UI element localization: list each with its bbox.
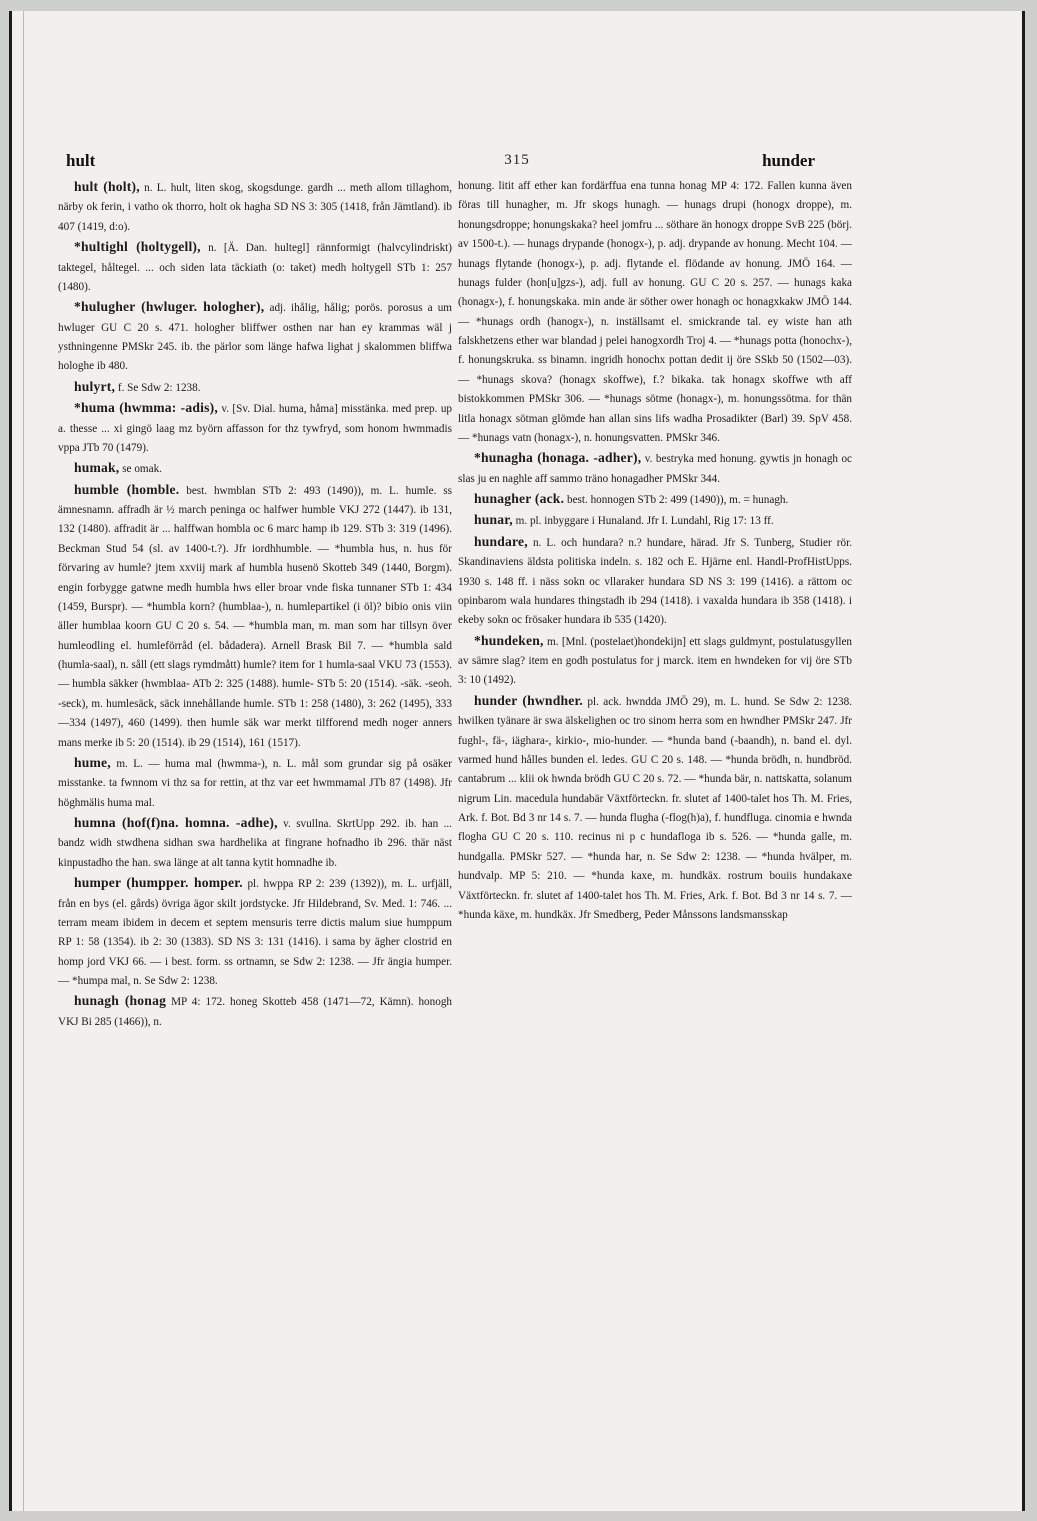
dictionary-page <box>9 11 1025 1511</box>
running-head <box>9 151 1025 175</box>
entry-text: best. hwmblan STb 2: 493 (1490)), m. L. humle. ss ämnesnamn. affradh är ½ march peninga oc halfwer humble VKJ 272 (1447). ib 131, 132 (1480). affradit är ... halffwan hombla oc 6 marc hamp ib 129. STb 3: 319 (1496). Beckman Stud 54 (sl. av 1400-t.?). Jfr iordhhumble. — *humbla hus, n. hus för förvaring av humle? jtem xxviij mark af humbla husenö Skotteb 349 (1440, Borgm). engin forbygge gatwne medh humbla hws eller broar vnde fiska tunnaner STb 1: 434 (1459, Burspr). — *humbla korn? (humblaa-), n. humlepartikel (i öl)? bibio onis viin äller humblaa koorn GU C 20 s. 54. — *humbla man, m. man som har tillsyn över humleodling el. humleförråd (el. bådadera). Arnell Brask Bil 7. — *humbla sald (humla-saal), n. såll (ett slags rymdmått) humle? item for 1 humla-saal VKU 73 (1553). — humbla säkker (hwmblaa- ATb 2: 325 (1488). humle- STb 5: 20 (1514). -säk. -seoh. -seck), m. humlesäck, säck innehållande humle. STb 1: 258 (1480), 3: 262 (1495), 333—334 (1497), 460 (1499). then humle säk war merkt tilfforend medh noger anners mans merke ib 5: 20 (1514). ib 29 (1514), 161 (1517). <box>58 484 452 749</box>
entry-headword: hulyrt, <box>74 378 116 394</box>
right-column <box>458 177 852 925</box>
dictionary-entry <box>458 532 852 631</box>
scan-fold-line <box>23 11 24 1511</box>
entry-headword: hunar, <box>474 512 513 528</box>
entry-headword: hult (holt), <box>74 179 140 194</box>
entry-text: v. svullna. SkrtUpp 292. ib. han ... bandz widh stwdhena sidhan swa hardhelika at fingrane hofnadho ib 296. thär näst kinpustadho the han. swa länge at alt tanna kytit homnadhe ib. <box>58 818 452 869</box>
entry-text: pl. ack. hwndda JMÖ 29), m. L. hund. Se Sdw 2: 1238. hwilken tyänare är swa älskelighen oc tro sinom herra som en hwndher PMSkr 247. Jfr fughl-, fä-, iäghara-, kirkio-, mio-hunder. — *hunda band (-baandh), n. band el. dyl. varmed hund hålles bunden el. ledes. GU C 20 s. 148. — *hunda brödh, n. hundbröd. cantabrum ... klii ok hwnda brödh GU C 20 s. 72. — *hunda bär, n. nattskatta, solanum nigrum Lin. macedula hundabär Växtförteckn. fr. slutet af 1400-talet hos Th. M. Fries, Ark. f. Bot. Bd 3 nr 14 s. 7. — hunda flugha (-flog(h)a), f. hundfluga. cinomia e hwnda flogha GU C 20 s. 110. recinus ni p c hundafloga ib s. 526. — *hunda galle, m. hundgalla. PMSkr 527. — *hunda har, n. Se Sdw 2: 1238. — *hunda hvälper, m. hundvalp. MP 5: 210. — *hunda kaxe, m. hundkäx. rostrum bouiis hundakaxe Växtförteckn. fr. slutet af 1400-talet hos Th. M. Fries, Ark. f. Bot. Bd 3 nr 14 s. 7. — *hunda käxe, m. hundkäx. Jfr Smedberg, Peder Månssons landsmansskap <box>458 695 853 921</box>
page-number: 315 <box>504 152 530 168</box>
dictionary-entry <box>58 753 452 813</box>
guide-word-right: hunder <box>762 151 815 170</box>
entry-headword: humna (hof(f)na. homna. -adhe), <box>74 815 278 830</box>
entry-headword: humble (homble. <box>74 481 180 497</box>
dictionary-entry <box>58 237 452 297</box>
dictionary-entry <box>458 489 852 510</box>
entry-headword: hume, <box>74 754 111 770</box>
dictionary-entry <box>458 448 852 489</box>
entry-text: m. L. — huma mal (hwmma-), n. L. mål som grundar sig på osäker misstanke. ta fwnnom vi thz sa for rettin, at thz var eet hwmmamal JTb 87 (1498). Jfr höghmälis huma mal. <box>58 757 453 809</box>
entry-text: honung. litit aff ether kan fordärffua ena tunna honag MP 4: 172. Fallen kunna även föras till hunagher, m. Jfr skogs hunagh. — hunags drupi (honogx droppe), m. honungsdroppe; honungskaka? heel jomfru ... söthare än honogx droppe SvB 225 (börj. av 1500-t.). — hunags drypande (honogx-), p. adj. drypande av honung. Mecht 104. — hunags flytande (honogx-), p. adj. flytande el. flödande av honung. JMÖ 164. — hunags fulder (hon[u]gzs-), adj. full av honung. GU C 20 s. 257. — hunags kaka (honagx-), f. honungskaka. min ande är söther ower honagh oc honagxkakw JMÖ 144. — *hunags ordh (hanogx-), n. inställsamt el. smickrande tal. ey wiste han ath falskhetzens ether war blandad j pelei hanogxordh Troj 4. — *hunags potta (honochx-), f. honungskruka. ss binamn. ingridh honochx pottan dedit ij öre SSkb 50 (1502—03). — *hunags skova? (honagx skoffwe), f.? bikaka. tak honagx skoffwe wth aff bistokkommen PMSkr 306. — *hunags sötme (honagx-), m. honungssötma. for thän litla honagx sötman glömde han allan sins lifs wadha Prosadikter (Barl) 39. SpV 458. — *hunags vatn (honagx-), n. honungsvatten. PMSkr 346. <box>458 180 852 444</box>
dictionary-entry <box>458 177 852 448</box>
entry-text: se omak. <box>122 463 162 476</box>
entry-headword: hundare, <box>474 533 528 549</box>
entry-headword: humak, <box>74 460 120 476</box>
dictionary-entry <box>58 813 452 873</box>
entry-headword: hunagher (ack. <box>474 491 565 506</box>
entry-text: n. [Ä. Dan. hultegl] rännformigt (halvcylindriskt) taktegel, håltegel. ... och siden lata täckiath (o: taket) medh holtygell STb 1: 257 (1480). <box>58 242 452 293</box>
entry-text: n. L. hult, liten skog, skogsdunge. gardh ... meth allom tillaghom, närby ok ferin, i vatho ok thorro, holt ok hagha SD NS 3: 305 (1418, från Jämtland). ib 407 (1419, d:o). <box>58 182 453 233</box>
dictionary-entry <box>58 177 452 237</box>
entry-text: pl. hwppa RP 2: 239 (1392)), m. L. urfjäll, från en bys (el. gårds) övriga ägor skilt jordstycke. Jfr Hildebrand, Sv. Med. 1: 746. ... terram meam ibidem in decem et septem mensuris terre dictis malum siue humppum RP 1: 58 (1354). ib 2: 30 (1383). SD NS 3: 131 (1416). i sama by ägher clostrid en homp jord VKJ 66. — i best. form. ss ortnamn, se Sdw 2: 1238. — Jfr ängia humper. — *humpa mal, n. Se Sdw 2: 1238. <box>58 878 452 987</box>
dictionary-entry <box>458 691 852 926</box>
entry-text: MP 4: 172. honeg Skotteb 458 (1471—72, Kämn). honogh VKJ Bi 285 (1466)), n. <box>58 996 453 1028</box>
right-page-edge <box>1022 11 1025 1511</box>
entry-headword: *huma (hwmma: -adis), <box>74 400 218 416</box>
entry-text: v. [Sv. Dial. huma, håma] misstänka. med prep. up a. thesse ... xi gingö laag mz byörn affasson for thz tywfryd, som honom hwmmadis vppa JTb 70 (1479). <box>58 403 453 454</box>
dictionary-entry <box>58 458 452 479</box>
entry-text: v. bestryka med honung. gywtis jn honagh oc slas ju en naghle aff sammo träno honagadher PMSkr 344. <box>458 453 852 485</box>
dictionary-entry <box>58 480 452 753</box>
entry-headword: hunagh (honag <box>74 993 167 1009</box>
entry-text: best. honnogen STb 2: 499 (1490)), m. = hunagh. <box>566 494 789 506</box>
entry-text: adj. ihålig, hålig; porös. porosus a um hwluger GU C 20 s. 471. hologher bliffwer osthen nar han ey krammas wäl j ysthningenne PMSkr 245. ib. the pärlor som länge hafwa lighat j skalommen bliffwa hologhe ib 480. <box>58 302 453 373</box>
guide-word-left: hult <box>66 151 96 170</box>
entry-headword: *hultighl (holtygell), <box>74 239 201 255</box>
dictionary-entry <box>58 991 452 1032</box>
entry-headword: *hunagha (honaga. -adher), <box>474 450 642 466</box>
dictionary-entry <box>58 873 452 991</box>
dictionary-entry <box>458 631 852 691</box>
entry-text: n. L. och hundara? n.? hundare, härad. Jfr S. Tunberg, Studier rör. Skandinaviens äldsta politiska indeln. s. 182 och E. Hjärne enl. Handl-ProfHistUpps. 1930 s. 148 ff. i näss sokn oc vllaraker hundara SD NS 3: 199 (1416). a rättom oc opinbarom wala hundares thingstadh ib 294 (1418). i vaxalda hundara ib 358 (1418). i ekeby sokn oc frösaker hundara ib 535 (1420). <box>458 536 852 627</box>
left-page-edge <box>9 11 12 1511</box>
dictionary-entry <box>458 510 852 531</box>
dictionary-entry <box>58 377 452 398</box>
dictionary-entry <box>58 297 452 377</box>
entry-headword: humper (humpper. homper. <box>74 875 243 891</box>
entry-headword: *hulugher (hwluger. hologher), <box>74 299 265 315</box>
entry-headword: *hundeken, <box>474 632 544 648</box>
dictionary-entry <box>58 398 452 458</box>
entry-text: f. Se Sdw 2: 1238. <box>117 381 201 394</box>
entry-text: m. pl. inbyggare i Hunaland. Jfr I. Lundahl, Rig 17: 13 ff. <box>515 515 774 528</box>
entry-text: m. [Mnl. (postelaet)hondekijn] ett slags guldmynt, postulatusgyllen av sämre slag? item en godh postulatus for j marck. item en hwndeken for vij öre STb 3: 10 (1492). <box>458 635 853 687</box>
entry-headword: hunder (hwndher. <box>474 692 584 708</box>
left-column <box>58 177 452 1032</box>
